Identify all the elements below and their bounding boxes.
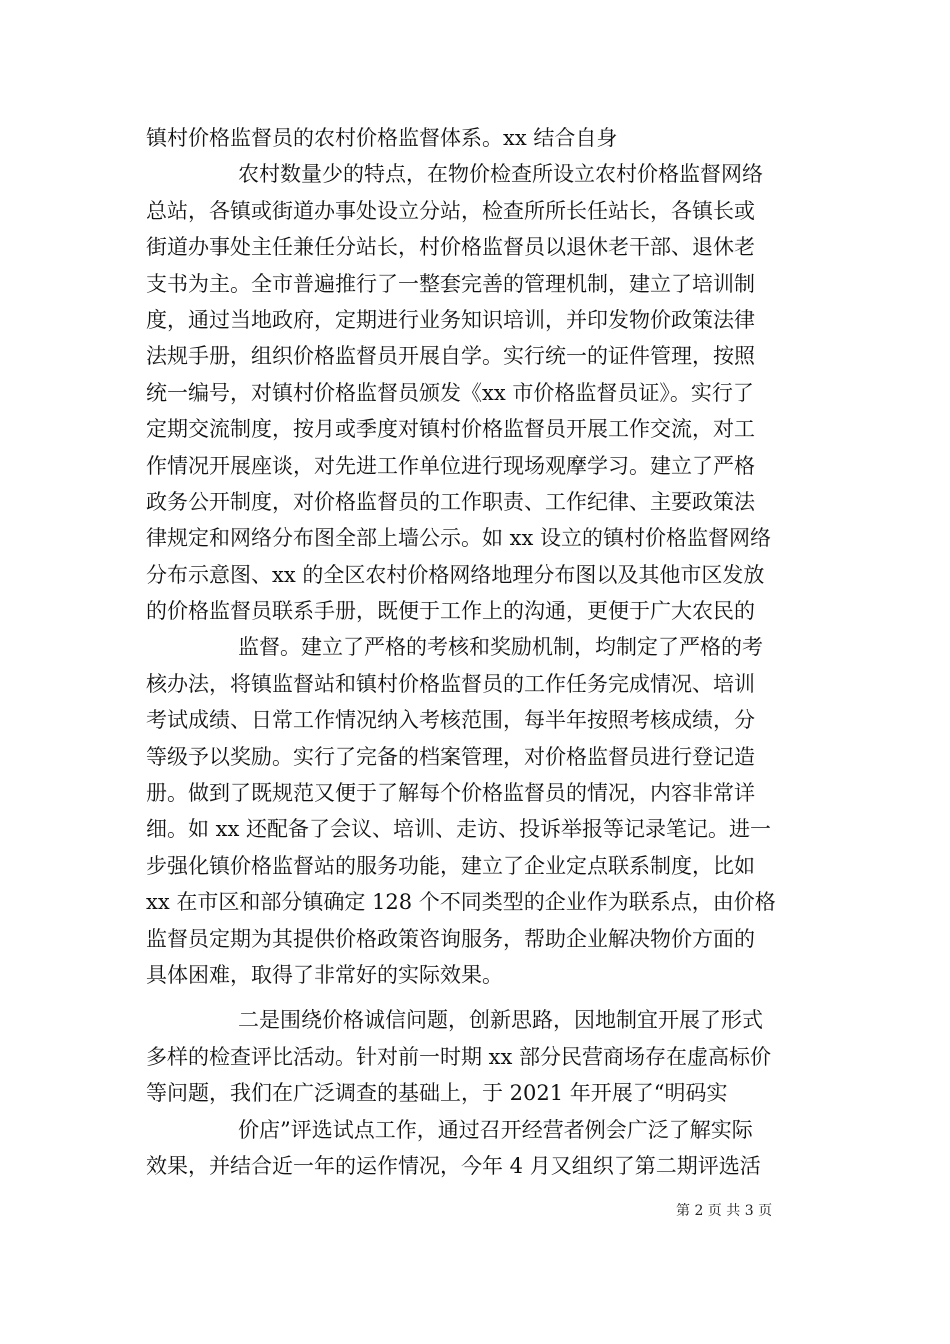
text-line: 细。如 xx 还配备了会议、培训、走访、投诉举报等记录笔记。进一	[146, 817, 772, 842]
text-line: 价店”评选试点工作，通过召开经营者例会广泛了解实际	[238, 1117, 753, 1142]
text-line: 定期交流制度，按月或季度对镇村价格监督员开展工作交流，对工	[146, 417, 755, 442]
text-line: 街道办事处主任兼任分站长，村价格监督员以退休老干部、退休老	[146, 235, 755, 260]
text-line: xx 在市区和部分镇确定 128 个不同类型的企业作为联系点，由价格	[146, 890, 776, 915]
text-line: 统一编号，对镇村价格监督员颁发《xx 市价格监督员证》。实行了	[146, 380, 754, 405]
text-line: 度，通过当地政府，定期进行业务知识培训，并印发物价政策法律	[146, 307, 755, 332]
text-line: 支书为主。全市普遍推行了一整套完善的管理机制，建立了培训制	[146, 271, 755, 296]
text-line: 多样的检查评比活动。针对前一时期 xx 部分民营商场存在虚高标价	[146, 1044, 772, 1069]
text-line: 监督。建立了严格的考核和奖励机制，均制定了严格的考	[238, 635, 763, 660]
text-line: 步强化镇价格监督站的服务功能，建立了企业定点联系制度，比如	[146, 853, 755, 878]
text-line: 总站，各镇或街道办事处设立分站，检查所所长任站长，各镇长或	[146, 198, 755, 223]
text-line: 效果，并结合近一年的运作情况，今年 4 月又组织了第二期评选活	[146, 1153, 761, 1178]
body-text	[146, 120, 816, 1184]
text-line: 政务公开制度，对价格监督员的工作职责、工作纪律、主要政策法	[146, 489, 755, 514]
page-number: 第 2 页 共 3 页	[676, 1203, 773, 1219]
text-line: 等级予以奖励。实行了完备的档案管理，对价格监督员进行登记造	[146, 744, 755, 769]
text-line: 镇村价格监督员的农村价格监督体系。xx 结合自身	[146, 126, 618, 150]
text-line: 核办法，将镇监督站和镇村价格监督员的工作任务完成情况、培训	[146, 671, 755, 696]
text-line: 律规定和网络分布图全部上墙公示。如 xx 设立的镇村价格监督网络	[146, 526, 772, 551]
text-line: 法规手册，组织价格监督员开展自学。实行统一的证件管理，按照	[146, 344, 755, 369]
text-line: 二是围绕价格诚信问题，创新思路，因地制宜开展了形式	[238, 1008, 763, 1033]
text-line: 等问题，我们在广泛调查的基础上，于 2021 年开展了“明码实	[146, 1081, 728, 1106]
text-line: 的价格监督员联系手册，既便于工作上的沟通，更便于广大农民的	[146, 599, 755, 624]
text-line: 册。做到了既规范又便于了解每个价格监督员的情况，内容非常详	[146, 781, 755, 806]
text-line: 分布示意图、xx 的全区农村价格网络地理分布图以及其他市区发放	[146, 562, 765, 587]
text-line: 监督员定期为其提供价格政策咨询服务，帮助企业解决物价方面的	[146, 926, 755, 951]
text-line: 考试成绩、日常工作情况纳入考核范围，每半年按照考核成绩，分	[146, 708, 755, 733]
text-line: 农村数量少的特点，在物价检查所设立农村价格监督网络	[238, 162, 763, 187]
text-line: 具体困难，取得了非常好的实际效果。	[146, 962, 503, 987]
text-line: 作情况开展座谈，对先进工作单位进行现场观摩学习。建立了严格	[146, 453, 755, 478]
